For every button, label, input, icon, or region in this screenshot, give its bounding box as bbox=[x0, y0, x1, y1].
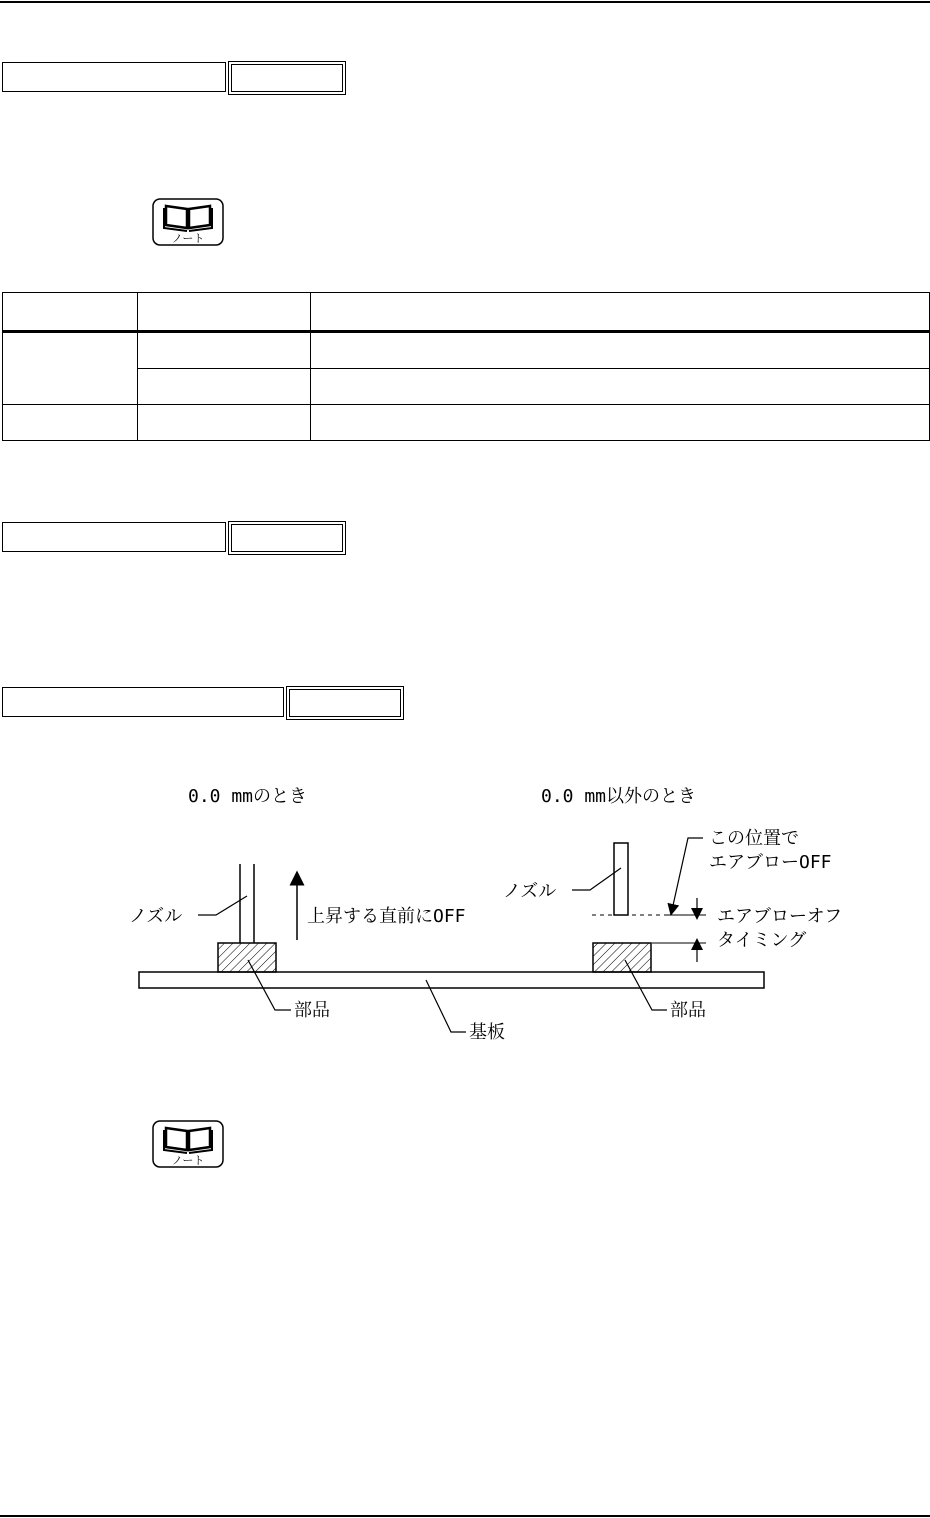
table-cell bbox=[311, 332, 930, 369]
table-header-cell bbox=[138, 293, 311, 332]
board-rect bbox=[139, 972, 764, 988]
board-label: 基板 bbox=[469, 1022, 505, 1043]
nozzle-right-rect bbox=[614, 843, 628, 915]
table-cell bbox=[138, 332, 311, 369]
left-caption: 0.0 mmのとき bbox=[188, 786, 308, 807]
parameter-box-2 bbox=[2, 522, 347, 552]
position-leader bbox=[672, 838, 703, 910]
table-cell bbox=[138, 405, 311, 441]
note-label: ノート bbox=[171, 232, 205, 245]
nozzle-right-label: ノズル bbox=[503, 881, 557, 902]
table-header-row bbox=[3, 293, 930, 332]
table-cell bbox=[3, 405, 138, 441]
note-book-icon bbox=[152, 1120, 224, 1168]
part-right-label: 部品 bbox=[670, 1000, 706, 1021]
table-header-cell bbox=[311, 293, 930, 332]
parameter-value-cell bbox=[289, 689, 401, 717]
part-left-rect bbox=[218, 943, 276, 972]
note-label: ノート bbox=[171, 1154, 205, 1167]
parameter-box-3 bbox=[2, 687, 404, 717]
header-rule bbox=[0, 1, 930, 3]
parameter-box-1 bbox=[2, 62, 347, 92]
table-cell bbox=[138, 369, 311, 405]
table-row bbox=[3, 369, 930, 405]
parameter-name-cell bbox=[2, 687, 284, 717]
timing-label-line1: エアブローオフ bbox=[717, 906, 843, 927]
parameter-value-cell bbox=[231, 64, 343, 92]
airblow-timing-diagram bbox=[0, 760, 930, 1060]
table-row bbox=[3, 405, 930, 441]
table-cell bbox=[3, 332, 138, 405]
parameter-name-cell bbox=[2, 62, 226, 92]
parameter-name-cell bbox=[2, 522, 226, 552]
nozzle-left-label: ノズル bbox=[129, 906, 183, 927]
timing-label-line2: タイミング bbox=[717, 930, 807, 951]
table-header-cell bbox=[3, 293, 138, 332]
position-label-line1: この位置で bbox=[709, 828, 799, 849]
rise-label: 上昇する直前にOFF bbox=[307, 906, 466, 927]
part-right-rect bbox=[593, 943, 651, 972]
table-cell bbox=[311, 405, 930, 441]
position-label-line2: エアブローOFF bbox=[709, 852, 832, 873]
spec-table bbox=[2, 292, 930, 441]
parameter-value-cell bbox=[231, 524, 343, 552]
right-caption: 0.0 mm以外のとき bbox=[541, 786, 697, 807]
footer-rule bbox=[0, 1515, 930, 1517]
part-left-label: 部品 bbox=[294, 1000, 330, 1021]
table-row bbox=[3, 332, 930, 369]
note-book-icon bbox=[152, 198, 224, 246]
table-cell bbox=[311, 369, 930, 405]
